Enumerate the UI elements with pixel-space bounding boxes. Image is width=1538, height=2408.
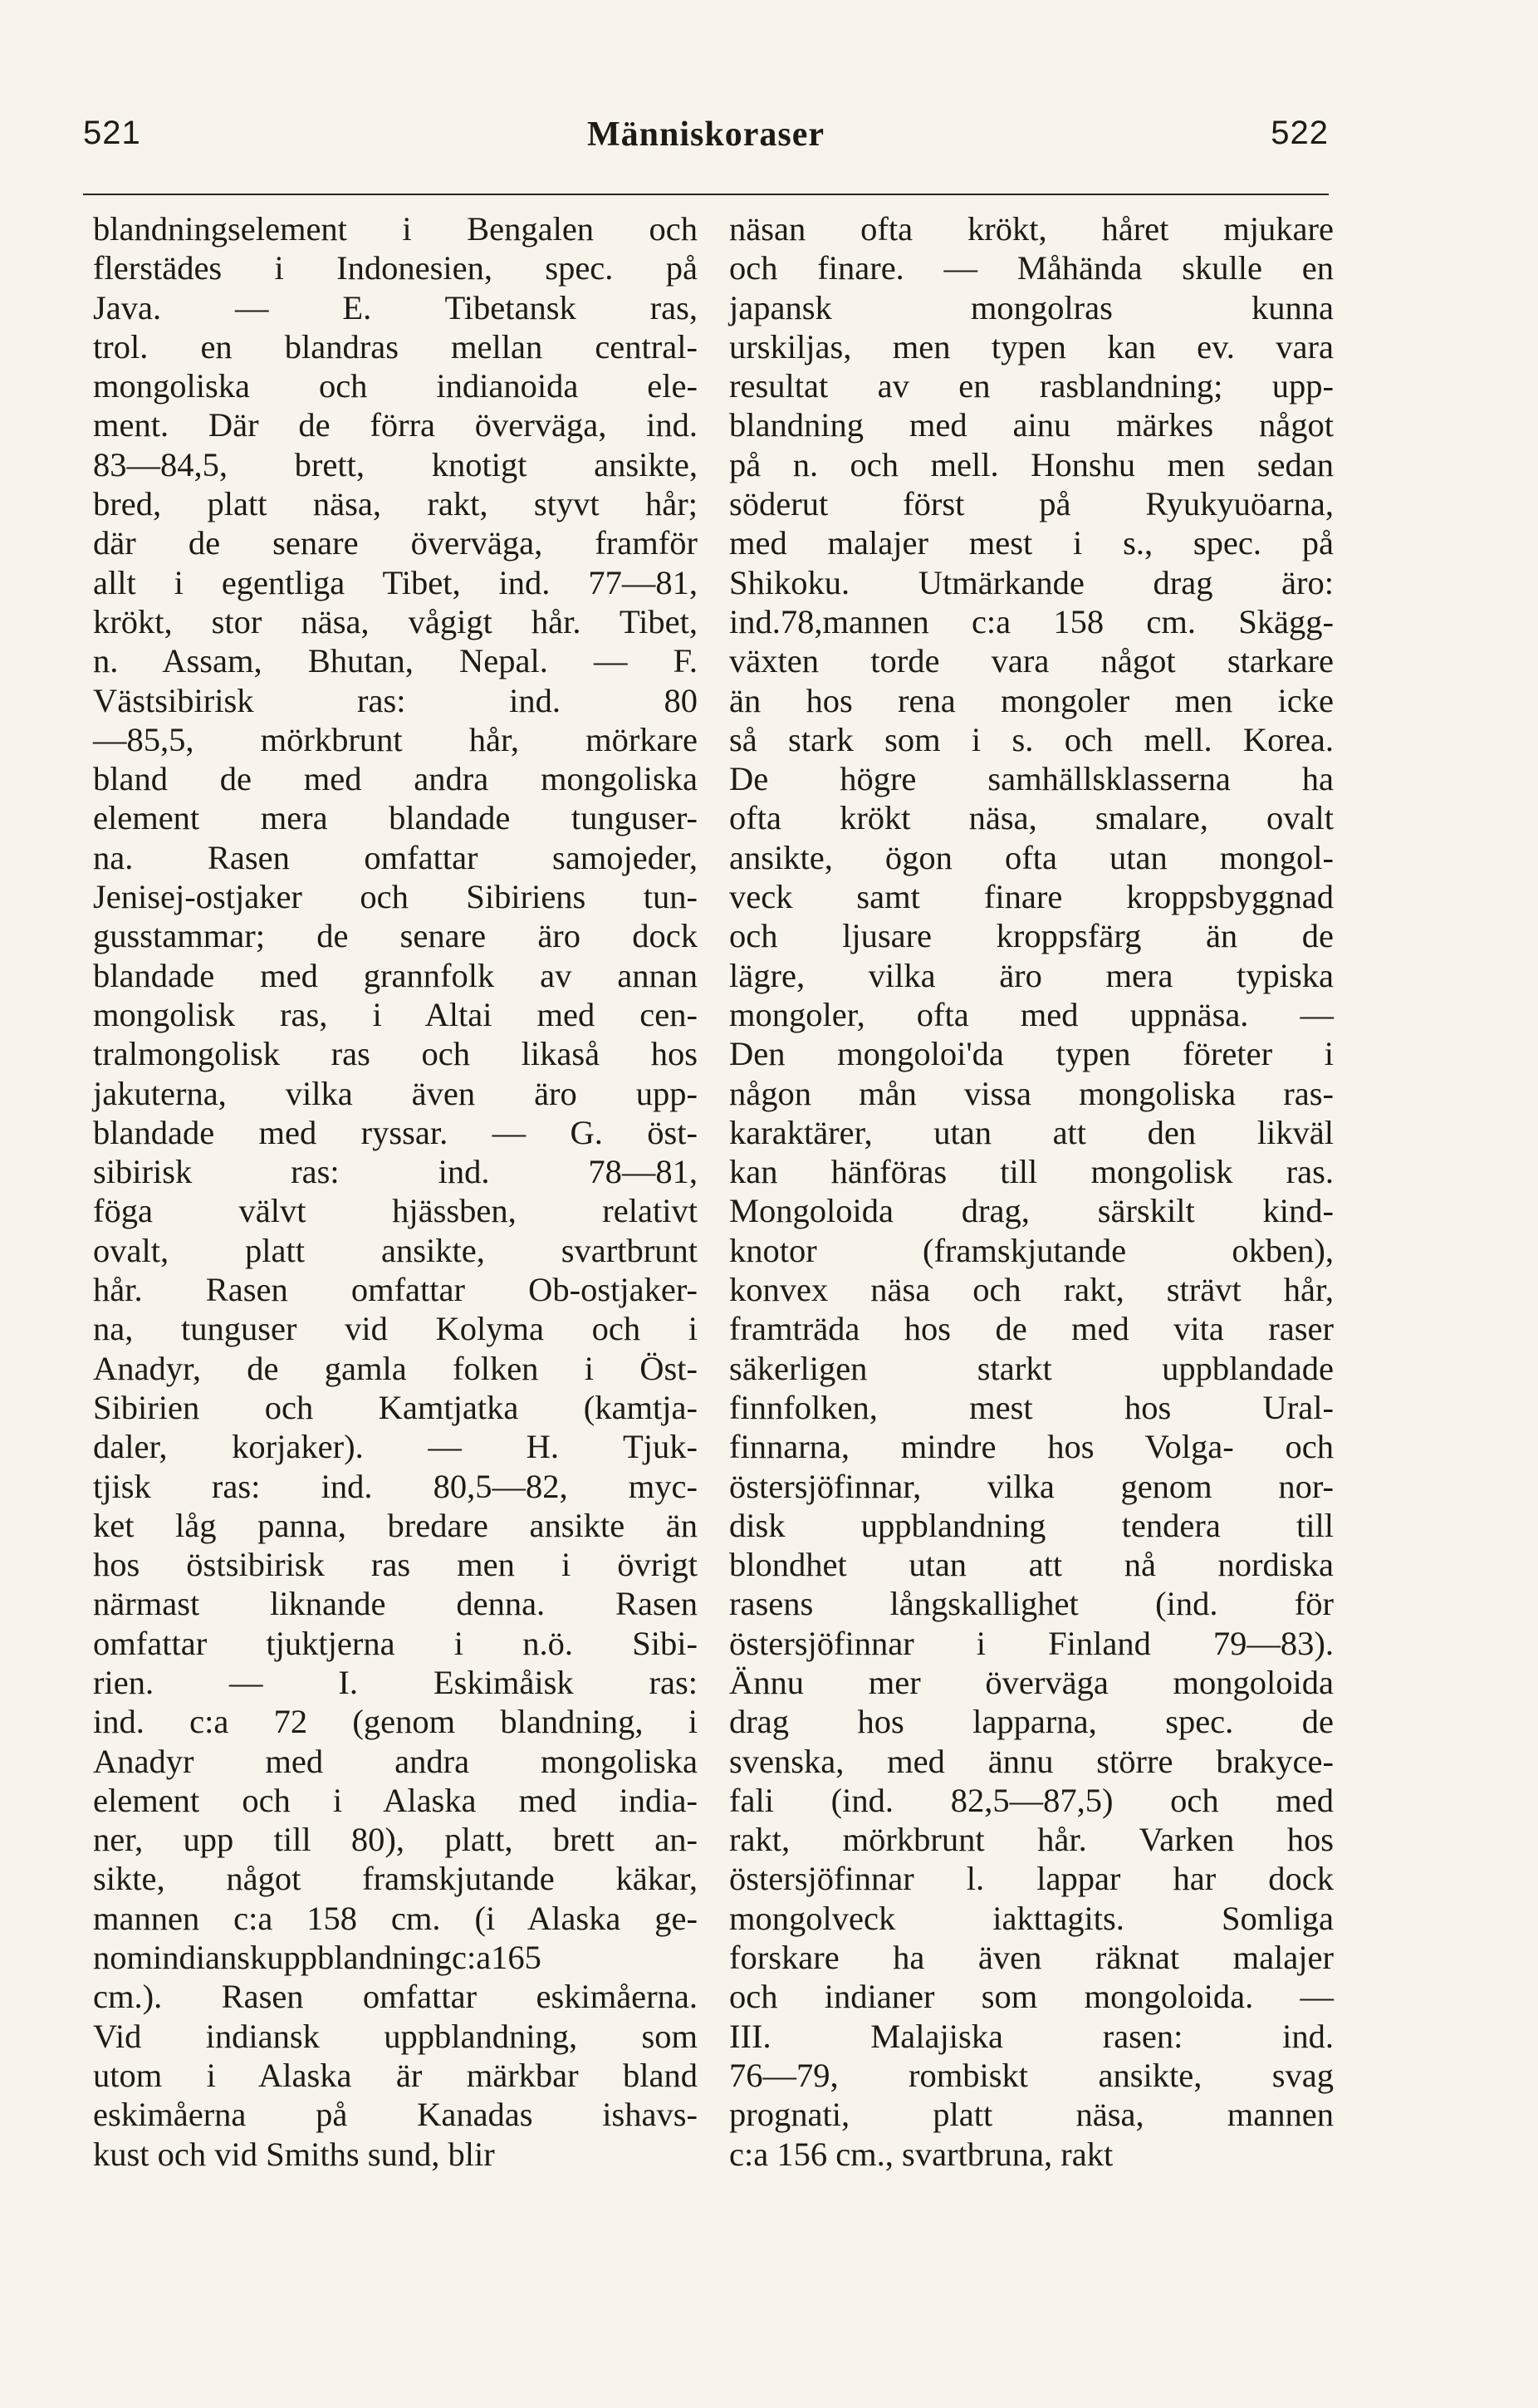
text-line: Jenisej-ostjaker och Sibiriens tun- — [93, 878, 698, 916]
text-line: kan hänföras till mongolisk ras. — [729, 1153, 1334, 1191]
right-text-column — [729, 209, 1334, 2174]
text-line: växten torde vara något starkare — [729, 642, 1334, 680]
text-line: Anadyr, de gamla folken i Öst- — [93, 1349, 698, 1387]
text-line: De högre samhällsklasserna ha — [729, 760, 1334, 798]
text-line: föga välvt hjässben, relativt — [93, 1192, 698, 1230]
text-line: Mongoloida drag, särskilt kind- — [729, 1192, 1334, 1230]
text-line: nomindianskuppblandningc:a165 — [93, 1939, 541, 1977]
text-line: Västsibirisk ras: ind. 80 — [93, 681, 698, 719]
text-line: c:a 156 cm., svartbruna, rakt — [729, 2135, 1114, 2173]
text-line: element och i Alaska med india- — [93, 1781, 698, 1819]
text-line: hos östsibirisk ras men i övrigt — [93, 1546, 698, 1584]
text-line: rakt, mörkbrunt hår. Varken hos — [729, 1821, 1334, 1859]
text-line: urskiljas, men typen kan ev. vara — [729, 327, 1334, 365]
text-line: Den mongoloi'da typen företer i — [729, 1035, 1334, 1073]
text-line: Java. — E. Tibetansk ras, — [93, 288, 698, 326]
text-line: med malajer mest i s., spec. på — [729, 524, 1334, 562]
text-line: mongoler, ofta med uppnäsa. — — [729, 995, 1334, 1033]
text-line: gusstammar; de senare äro dock — [93, 917, 698, 955]
text-line: omfattar tjuktjerna i n.ö. Sibi- — [93, 1624, 698, 1662]
text-line: på n. och mell. Honshu men sedan — [729, 445, 1334, 483]
text-line: element mera blandade tunguser- — [93, 799, 698, 837]
text-line: allt i egentliga Tibet, ind. 77—81, — [93, 563, 698, 601]
text-line: Anadyr med andra mongoliska — [93, 1742, 698, 1780]
text-line: drag hos lapparna, spec. de — [729, 1703, 1334, 1741]
text-line: Shikoku. Utmärkande drag äro: — [729, 563, 1334, 601]
text-line: rasens långskallighet (ind. för — [729, 1585, 1334, 1623]
text-line: trol. en blandras mellan central- — [93, 327, 698, 365]
text-line: mongolisk ras, i Altai med cen- — [93, 995, 698, 1033]
text-line: östersjöfinnar i Finland 79—83). — [729, 1624, 1334, 1662]
text-line: fali (ind. 82,5—87,5) och med — [729, 1781, 1334, 1819]
text-line: så stark som i s. och mell. Korea. — [729, 720, 1334, 758]
text-line: bred, platt näsa, rakt, styvt hår; — [93, 485, 698, 523]
text-line: blandade med grannfolk av annan — [93, 956, 698, 994]
text-line: 76—79, rombiskt ansikte, svag — [729, 2056, 1334, 2094]
text-line: där de senare överväga, framför — [93, 524, 698, 562]
text-line: näsan ofta krökt, håret mjukare — [729, 210, 1334, 248]
text-line: ansikte, ögon ofta utan mongol- — [729, 838, 1334, 876]
header-rule — [83, 194, 1329, 195]
text-line: flerstädes i Indonesien, spec. på — [93, 249, 698, 287]
text-line: och finare. — Måhända skulle en — [729, 249, 1334, 287]
text-line: kust och vid Smiths sund, blir — [93, 2135, 495, 2173]
text-line: finnfolken, mest hos Ural- — [729, 1388, 1334, 1426]
text-line: sikte, något framskjutande käkar, — [93, 1860, 698, 1898]
text-line: sibirisk ras: ind. 78—81, — [93, 1153, 698, 1191]
text-line: ofta krökt näsa, smalare, ovalt — [729, 799, 1334, 837]
text-line: östersjöfinnar l. lappar har dock — [729, 1860, 1334, 1898]
text-line: ovalt, platt ansikte, svartbrunt — [93, 1231, 698, 1269]
text-line: cm.). Rasen omfattar eskimåerna. — [93, 1978, 698, 2016]
text-line: III. Malajiska rasen: ind. — [729, 2017, 1334, 2055]
text-line: lägre, vilka äro mera typiska — [729, 956, 1334, 994]
text-line: hår. Rasen omfattar Ob-ostjaker- — [93, 1271, 698, 1309]
text-line: disk uppblandning tendera till — [729, 1506, 1334, 1544]
text-line: bland de med andra mongoliska — [93, 760, 698, 798]
text-line: Vid indiansk uppblandning, som — [93, 2017, 698, 2055]
text-line: svenska, med ännu större brakyce- — [729, 1742, 1334, 1780]
text-line: daler, korjaker). — H. Tjuk- — [93, 1428, 698, 1466]
text-line: 83—84,5, brett, knotigt ansikte, — [93, 445, 698, 483]
text-line: krökt, stor näsa, vågigt hår. Tibet, — [93, 602, 698, 640]
text-line: karaktärer, utan att den likväl — [729, 1113, 1334, 1151]
text-line: någon mån vissa mongoliska ras- — [729, 1074, 1334, 1112]
text-line: rien. — I. Eskimåisk ras: — [93, 1663, 698, 1701]
left-text-column — [93, 209, 698, 2174]
text-line: och ljusare kroppsfärg än de — [729, 917, 1334, 955]
text-line: blandning med ainu märkes något — [729, 406, 1334, 444]
text-line: Sibirien och Kamtjatka (kamtja- — [93, 1388, 698, 1426]
text-line: n. Assam, Bhutan, Nepal. — F. — [93, 642, 698, 680]
text-line: söderut först på Ryukyuöarna, — [729, 485, 1334, 523]
text-line: —85,5, mörkbrunt hår, mörkare — [93, 720, 698, 758]
text-line: framträda hos de med vita raser — [729, 1310, 1334, 1348]
text-line: tralmongolisk ras och likaså hos — [93, 1035, 698, 1073]
text-line: forskare ha även räknat malajer — [729, 1939, 1334, 1977]
text-line: ner, upp till 80), platt, brett an- — [93, 1821, 698, 1859]
running-title: Människoraser — [587, 115, 825, 154]
text-line: na. Rasen omfattar samojeder, — [93, 838, 698, 876]
page-header — [83, 115, 1329, 164]
text-line: eskimåerna på Kanadas ishavs- — [93, 2096, 698, 2134]
text-line: jakuterna, vilka även äro upp- — [93, 1074, 698, 1112]
text-line: mannen c:a 158 cm. (i Alaska ge- — [93, 1899, 698, 1937]
text-line: mongoliska och indianoida ele- — [93, 367, 698, 405]
text-line: än hos rena mongoler men icke — [729, 681, 1334, 719]
left-page-number: 521 — [83, 115, 141, 151]
text-line: resultat av en rasblandning; upp- — [729, 367, 1334, 405]
text-line: säkerligen starkt uppblandade — [729, 1349, 1334, 1387]
text-line: knotor (framskjutande okben), — [729, 1231, 1334, 1269]
text-line: konvex näsa och rakt, strävt hår, — [729, 1271, 1334, 1309]
text-line: närmast liknande denna. Rasen — [93, 1585, 698, 1623]
text-line: veck samt finare kroppsbyggnad — [729, 878, 1334, 916]
text-line: mongolveck iakttagits. Somliga — [729, 1899, 1334, 1937]
text-line: blondhet utan att nå nordiska — [729, 1546, 1334, 1584]
text-line: Ännu mer överväga mongoloida — [729, 1663, 1334, 1701]
text-line: ket låg panna, bredare ansikte än — [93, 1506, 698, 1544]
text-line: blandningselement i Bengalen och — [93, 210, 698, 248]
text-line: na, tunguser vid Kolyma och i — [93, 1310, 698, 1348]
text-line: utom i Alaska är märkbar bland — [93, 2056, 698, 2094]
right-page-number: 522 — [1271, 115, 1329, 151]
text-line: japansk mongolras kunna — [729, 288, 1334, 326]
text-line: ind. c:a 72 (genom blandning, i — [93, 1703, 698, 1741]
text-line: blandade med ryssar. — G. öst- — [93, 1113, 698, 1151]
text-line: tjisk ras: ind. 80,5—82, myc- — [93, 1467, 698, 1505]
text-line: ind.78,mannen c:a 158 cm. Skägg- — [729, 602, 1334, 640]
text-line: prognati, platt näsa, mannen — [729, 2096, 1334, 2134]
text-line: östersjöfinnar, vilka genom nor- — [729, 1467, 1334, 1505]
text-line: och indianer som mongoloida. — — [729, 1978, 1334, 2016]
text-line: ment. Där de förra överväga, ind. — [93, 406, 698, 444]
text-line: finnarna, mindre hos Volga- och — [729, 1428, 1334, 1466]
